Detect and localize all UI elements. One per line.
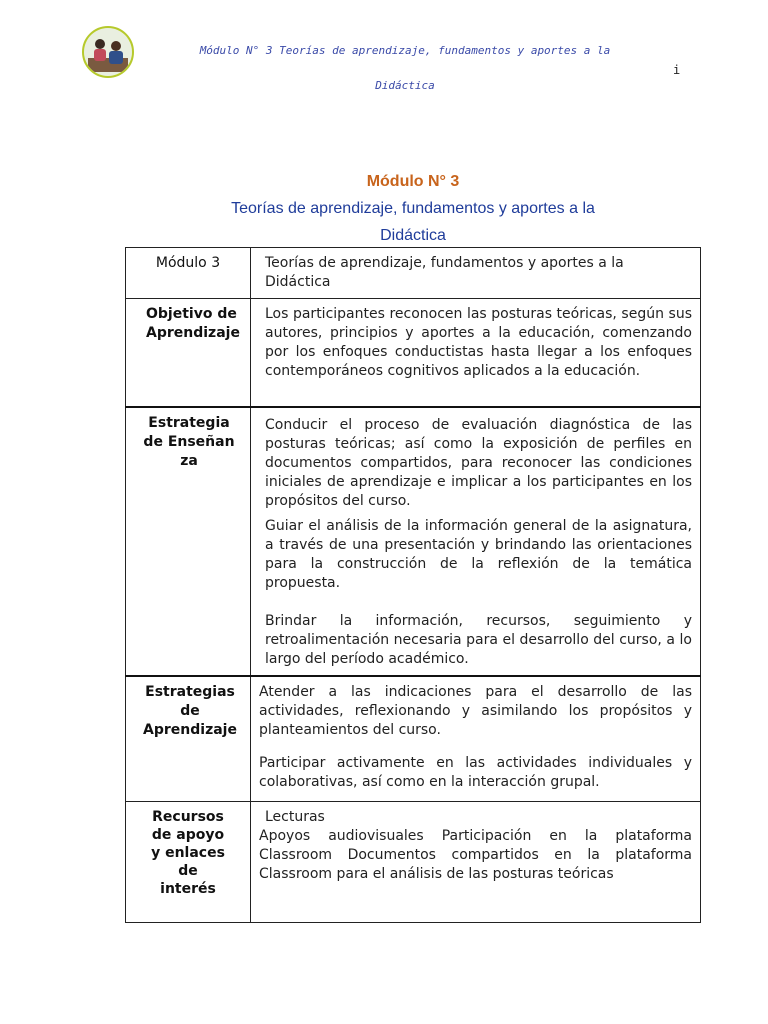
running-header-line2: Didáctica xyxy=(375,79,435,92)
table-row xyxy=(126,676,701,802)
row-label xyxy=(126,299,251,408)
running-header-line1: Módulo N° 3 Teorías de aprendizaje, fundamentos y aportes a la xyxy=(199,44,611,57)
paragraph: Lecturas xyxy=(265,809,325,825)
title-block xyxy=(126,171,700,247)
row-value xyxy=(251,407,701,676)
module-subtitle-line1: Teorías de aprendizaje, fundamentos y aportes a la xyxy=(231,200,595,217)
row-label-text: Recursos de apoyo y enlaces de interés xyxy=(151,809,225,897)
module-title: Módulo N° 3 xyxy=(366,173,460,190)
row-label xyxy=(126,676,251,802)
row-label-text: Estrategia de Enseñanza xyxy=(143,415,235,469)
paragraph: Atender a las indicaciones para el desarrollo de las actividades, reflexionando y asimilando los propósitos y planteamientos del curso. xyxy=(259,684,692,738)
table-row xyxy=(126,248,701,299)
page-number: i xyxy=(673,63,681,77)
table-row xyxy=(126,299,701,408)
row-label xyxy=(126,407,251,676)
row-label-text: Estrategias de Aprendizaje xyxy=(143,684,237,738)
paragraph: Los participantes reconocen las posturas teóricas, según sus autores, principios y aportes a la educación, comenzando por los enfoques conductistas hasta llegar a los enfoques contemporáneos cognitivos aplicados a la educación. xyxy=(265,306,692,379)
table-row xyxy=(126,407,701,676)
header-logo xyxy=(82,26,134,78)
row-value xyxy=(251,802,701,923)
row-label xyxy=(126,802,251,923)
people-at-desk-icon xyxy=(84,28,132,76)
module-subtitle-line2: Didáctica xyxy=(380,227,446,244)
module-table xyxy=(125,247,701,923)
row-value xyxy=(251,248,701,299)
paragraph: Apoyos audiovisuales Participación en la plataforma Classroom Documentos compartidos en la plataforma Classroom para el análisis de las posturas teóricas xyxy=(259,828,692,882)
paragraph: Conducir el proceso de evaluación diagnóstica de las posturas teóricas; así como la exposición de perfiles en documentos compartidos, para reconocer las condiciones iniciales de aprendizaje e implicar a los participantes en los propósitos del curso. xyxy=(265,417,692,509)
row-value xyxy=(251,676,701,802)
paragraph: Participar activamente en las actividades individuales y colaborativas, así como en la interacción grupal. xyxy=(259,755,692,790)
row-label: Módulo 3 xyxy=(126,248,251,299)
paragraph: Guiar el análisis de la información general de la asignatura, a través de una presentación y brindando las orientaciones para la construcción de la reflexión de la temática propuesta. xyxy=(265,518,692,591)
paragraph: Teorías de aprendizaje, fundamentos y aportes a la Didáctica xyxy=(265,255,624,290)
paragraph: Brindar la información, recursos, seguimiento y retroalimentación necesaria para el desarrollo del curso, a lo largo del período académico. xyxy=(265,613,692,667)
row-label-text: Objetivo de Aprendizaje xyxy=(146,306,240,341)
row-value xyxy=(251,299,701,408)
table-row xyxy=(126,802,701,923)
